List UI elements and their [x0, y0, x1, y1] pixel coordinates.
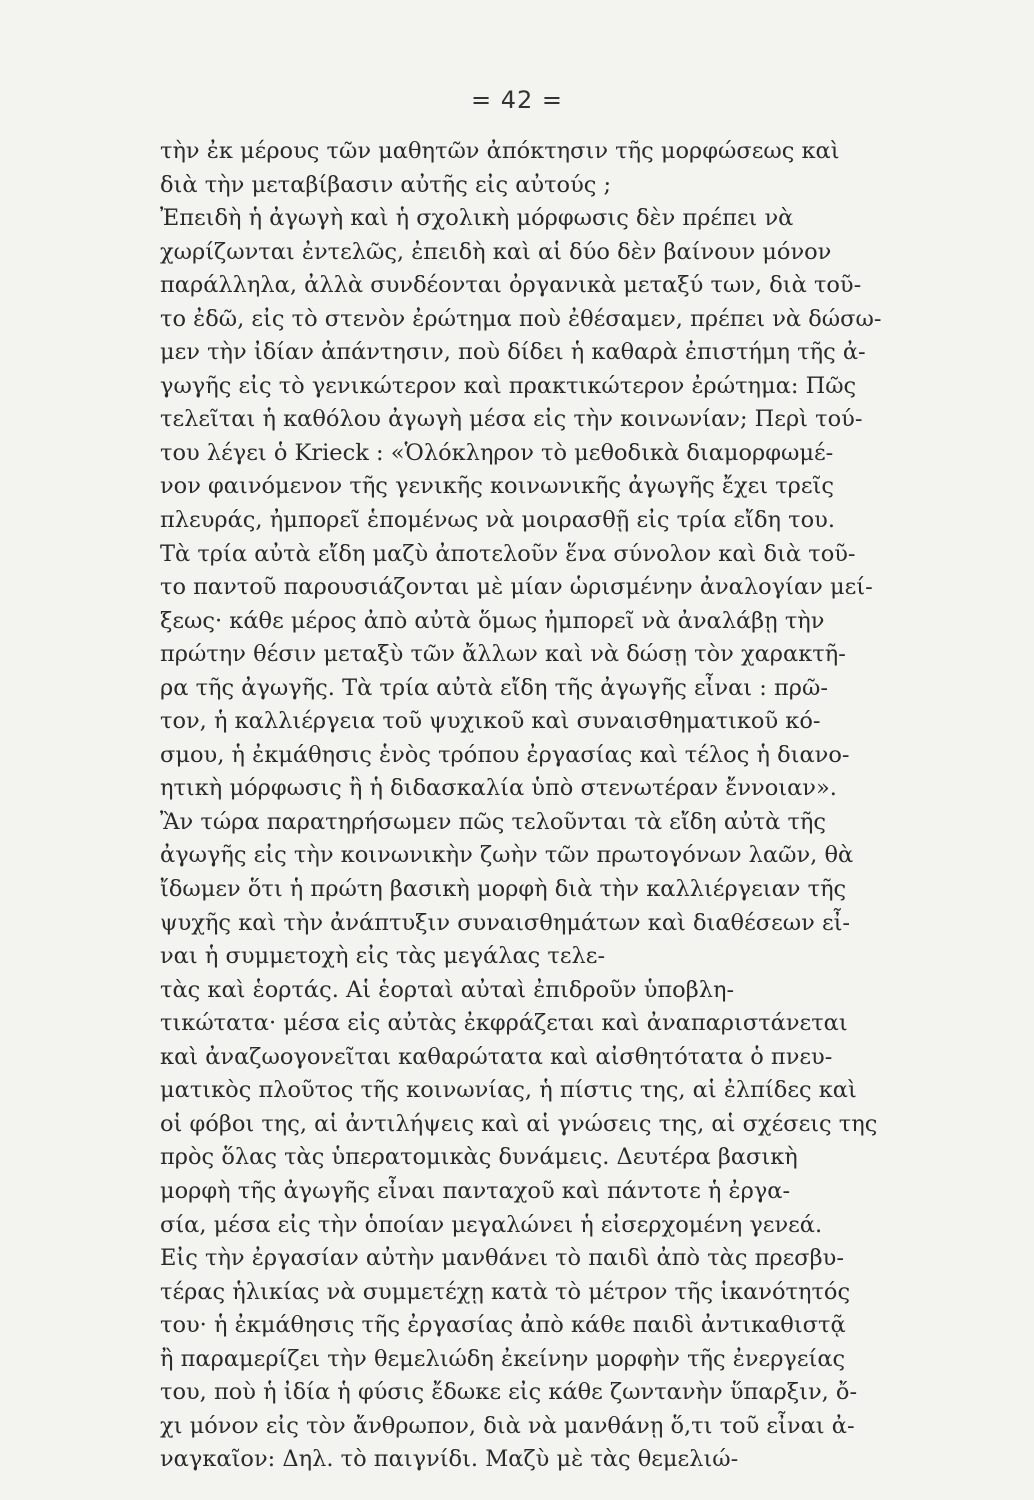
text-line: οἱ φόβοι της, αἱ ἀντιλήψεις καὶ αἱ γνώσεις της, αἱ σχέσεις της [160, 1110, 878, 1137]
text-line: ναι ἡ συμμετοχὴ εἰς τὰς μεγάλας τελε- [160, 943, 606, 970]
text-line: ξεως· κάθε μέρος ἀπὸ αὐτὰ ὅμως ἠμπορεῖ νὰ ἀναλάβῃ τὴν [160, 607, 825, 634]
text-line: ἀγωγῆς εἰς τὴν κοινωνικὴν ζωὴν τῶν πρωτογόνων λαῶν, θὰ [160, 842, 854, 869]
text-line: τὴν ἐκ μέρους τῶν μαθητῶν ἀπόκτησιν τῆς μορφώσεως καὶ [160, 138, 840, 164]
text-line: πρὸς ὅλας τὰς ὑπερατομικὰς δυνάμεις. Δευτέρα βασικὴ [160, 1144, 798, 1171]
text-line: καὶ ἀναζωογονεῖται καθαρώτατα καὶ αἰσθητότατα ὁ πνευ- [160, 1043, 833, 1070]
text-line: τον, ἡ καλλιέργεια τοῦ ψυχικοῦ καὶ συναισθηματικοῦ κό- [160, 708, 821, 735]
text-line: Εἰς τὴν ἐργασίαν αὐτὴν μανθάνει τὸ παιδὶ ἀπὸ τὰς πρεσβυ- [160, 1245, 844, 1272]
text-line: χωρίζωνται ἐντελῶς, ἐπειδὴ καὶ αἱ δύο δὲν βαίνουν μόνον [160, 238, 832, 265]
body-text [160, 135, 895, 1477]
text-line: ψυχῆς καὶ τὴν ἀνάπτυξιν συναισθημάτων καὶ διαθέσεων εἶ- [160, 909, 851, 936]
text-line: νον φαινόμενον τῆς γενικῆς κοινωνικῆς ἀγωγῆς ἔχει τρεῖς [160, 473, 834, 500]
text-line: γωγῆς εἰς τὸ γενικώτερον καὶ πρακτικώτερον ἐρώτημα: Πῶς [160, 372, 857, 399]
page-number: = 42 = [470, 86, 563, 114]
text-line: ητικὴ μόρφωσις ἢ ἡ διδασκαλία ὑπὸ στενωτέραν ἔννοιαν». [160, 775, 837, 802]
text-line: ναγκαῖον: Δηλ. τὸ παιγνίδι. Μαζὺ μὲ τὰς θεμελιώ- [160, 1446, 739, 1473]
text-line: διὰ τὴν μεταβίβασιν αὐτῆς εἰς αὐτούς ; [160, 171, 612, 198]
text-line: του λέγει ὁ Krieck : «Ὁλόκληρον τὸ μεθοδικὰ διαμορφωμέ- [160, 439, 834, 466]
text-line: τὰς καὶ ἑορτάς. Αἱ ἑορταὶ αὐταὶ ἐπιδροῦν ὑποβλη- [160, 976, 735, 1003]
text-line: Ἐπειδὴ ἡ ἀγωγὴ καὶ ἡ σχολικὴ μόρφωσις δὲν πρέπει νὰ [160, 205, 794, 232]
text-line: πρώτην θέσιν μεταξὺ τῶν ἄλλων καὶ νὰ δώσῃ τὸν χαρακτῆ- [160, 641, 846, 668]
text-line: του, ποὺ ἡ ἰδία ἡ φύσις ἔδωκε εἰς κάθε ζωντανὴν ὕπαρξιν, ὄ- [160, 1379, 858, 1406]
text-line: του· ἡ ἐκμάθησις τῆς ἐργασίας ἀπὸ κάθε παιδὶ ἀντικαθιστᾷ [160, 1312, 846, 1339]
text-line: Τὰ τρία αὐτὰ εἴδη μαζὺ ἀποτελοῦν ἕνα σύνολον καὶ διὰ τοῦ- [160, 540, 856, 567]
text-line: τικώτατα· μέσα εἰς αὐτὰς ἐκφράζεται καὶ ἀναπαριστάνεται [160, 1010, 848, 1037]
text-line: τελεῖται ἡ καθόλου ἀγωγὴ μέσα εἰς τὴν κοινωνίαν; Περὶ τού- [160, 406, 863, 433]
text-line: μεν τὴν ἰδίαν ἀπάντησιν, ποὺ δίδει ἡ καθαρὰ ἐπιστήμη τῆς ἀ- [160, 339, 866, 366]
text-line: ματικὸς πλοῦτος τῆς κοινωνίας, ἡ πίστις της, αἱ ἐλπίδες καὶ [160, 1077, 857, 1104]
text-line: ἴδωμεν ὅτι ἡ πρώτη βασικὴ μορφὴ διὰ τὴν καλλιέργειαν τῆς [160, 876, 847, 903]
text-line: ἢ παραμερίζει τὴν θεμελιώδη ἐκείνην μορφὴν τῆς ἐνεργείας [160, 1345, 846, 1372]
text-line: το παντοῦ παρουσιάζονται μὲ μίαν ὡρισμένην ἀναλογίαν μεί- [160, 574, 873, 601]
text-line: σμου, ἡ ἐκμάθησις ἑνὸς τρόπου ἐργασίας καὶ τέλος ἡ διανο- [160, 741, 850, 768]
text-line: τέρας ἡλικίας νὰ συμμετέχῃ κατὰ τὸ μέτρον τῆς ἱκανότητός [160, 1278, 851, 1305]
text-line: πλευράς, ἠμπορεῖ ἑπομένως νὰ μοιρασθῇ εἰς τρία εἴδη του. [160, 507, 835, 534]
text-line: παράλληλα, ἀλλὰ συνδέονται ὀργανικὰ μεταξύ των, διὰ τοῦ- [160, 272, 862, 299]
text-line: Ἂν τώρα παρατηρήσωμεν πῶς τελοῦνται τὰ εἴδη αὐτὰ τῆς [160, 808, 827, 835]
text-line: σία, μέσα εἰς τὴν ὁποίαν μεγαλώνει ἡ εἰσερχομένη γενεά. [160, 1211, 823, 1238]
text-line: το ἐδῶ, εἰς τὸ στενὸν ἐρώτημα ποὺ ἐθέσαμεν, πρέπει νὰ δώσω- [160, 305, 882, 332]
text-line: μορφὴ τῆς ἀγωγῆς εἶναι πανταχοῦ καὶ πάντοτε ἡ ἐργα- [160, 1177, 791, 1204]
text-line: χι μόνον εἰς τὸν ἄνθρωπον, διὰ νὰ μανθάνῃ ὅ,τι τοῦ εἶναι ἀ- [160, 1412, 855, 1439]
text-line: ρα τῆς ἀγωγῆς. Τὰ τρία αὐτὰ εἴδη τῆς ἀγωγῆς εἶναι : πρῶ- [160, 674, 828, 701]
